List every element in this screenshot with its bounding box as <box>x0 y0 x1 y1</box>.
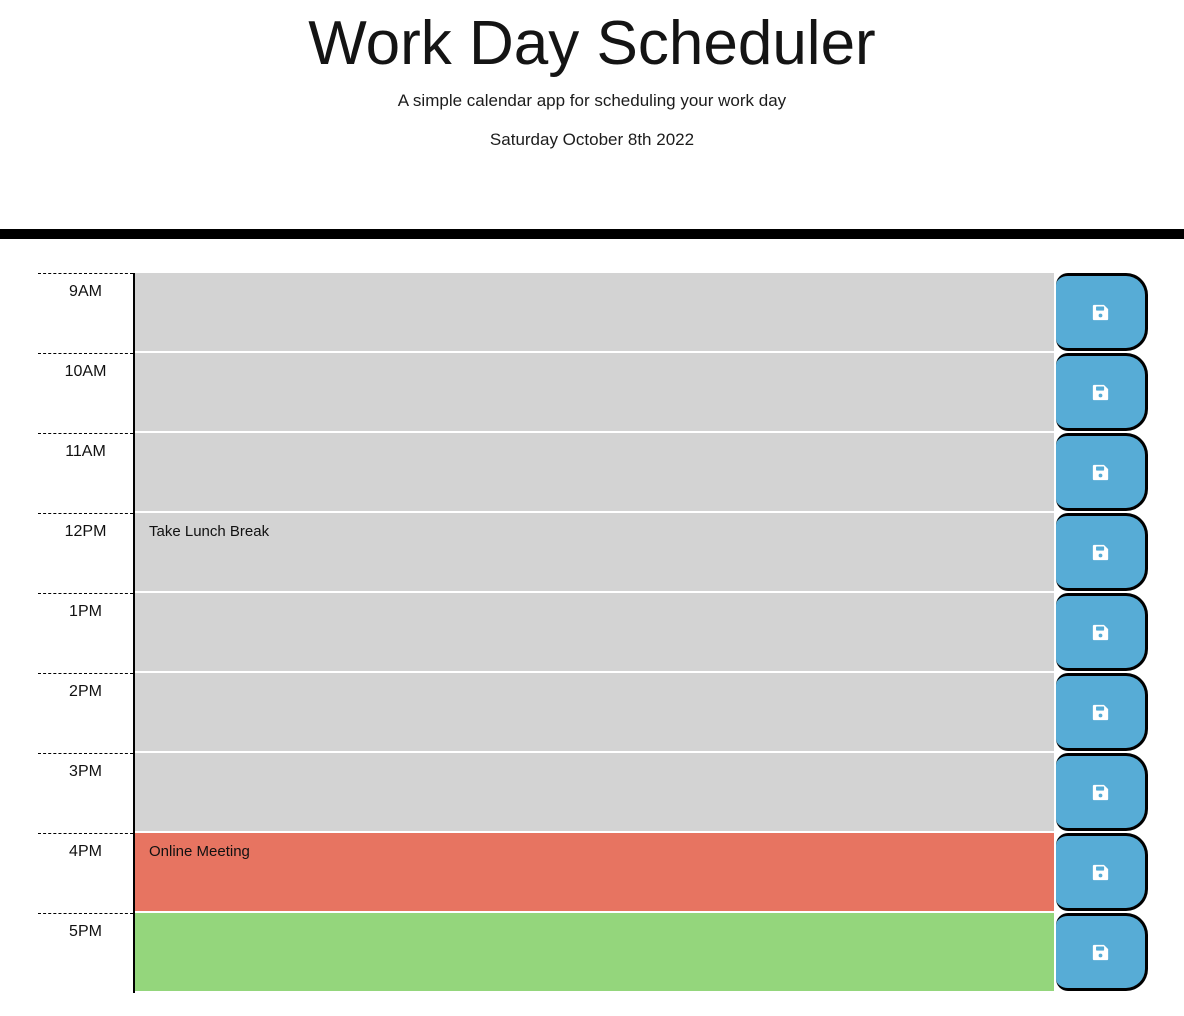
hour-label: 9AM <box>38 273 133 301</box>
header-divider <box>0 229 1184 239</box>
hour-label: 1PM <box>38 593 133 621</box>
floppy-disk-save-icon <box>1092 944 1109 961</box>
save-button[interactable] <box>1056 593 1148 671</box>
floppy-disk-save-icon <box>1092 464 1109 481</box>
schedule-container <box>0 273 1184 993</box>
hour-label: 2PM <box>38 673 133 701</box>
time-row <box>38 833 1148 913</box>
save-button[interactable] <box>1056 433 1148 511</box>
event-textarea[interactable] <box>135 673 1054 751</box>
floppy-disk-save-icon <box>1092 784 1109 801</box>
time-row <box>38 673 1148 753</box>
event-slot <box>133 753 1054 833</box>
event-textarea[interactable] <box>135 593 1054 671</box>
time-row <box>38 433 1148 513</box>
floppy-disk-save-icon <box>1092 624 1109 641</box>
hour-label: 4PM <box>38 833 133 861</box>
time-row <box>38 353 1148 433</box>
event-slot <box>133 433 1054 513</box>
hour-label: 3PM <box>38 753 133 781</box>
hour-label: 5PM <box>38 913 133 941</box>
event-slot <box>133 913 1054 993</box>
app-subtitle: A simple calendar app for scheduling your work day <box>397 91 787 111</box>
event-textarea[interactable] <box>135 353 1054 431</box>
save-button[interactable] <box>1056 513 1148 591</box>
time-row <box>38 273 1148 353</box>
floppy-disk-save-icon <box>1092 864 1109 881</box>
page-title: Work Day Scheduler <box>308 9 876 78</box>
save-button[interactable] <box>1056 753 1148 831</box>
save-button[interactable] <box>1056 913 1148 991</box>
save-button[interactable] <box>1056 673 1148 751</box>
save-button[interactable] <box>1056 833 1148 911</box>
floppy-disk-save-icon <box>1092 544 1109 561</box>
event-textarea[interactable] <box>135 753 1054 831</box>
floppy-disk-save-icon <box>1092 304 1109 321</box>
hour-label: 12PM <box>38 513 133 541</box>
current-date: Saturday October 8th 2022 <box>489 130 695 150</box>
save-button[interactable] <box>1056 353 1148 431</box>
event-slot <box>133 353 1054 433</box>
hour-label: 11AM <box>38 433 133 461</box>
time-row <box>38 593 1148 673</box>
event-slot <box>133 673 1054 753</box>
event-textarea[interactable] <box>135 273 1054 351</box>
work-day-scheduler-app <box>0 8 1184 993</box>
event-textarea[interactable] <box>135 833 1054 911</box>
event-slot <box>133 273 1054 353</box>
event-textarea[interactable] <box>135 433 1054 511</box>
event-slot <box>133 513 1054 593</box>
floppy-disk-save-icon <box>1092 704 1109 721</box>
event-slot <box>133 833 1054 913</box>
time-row <box>38 513 1148 593</box>
event-textarea[interactable] <box>135 913 1054 991</box>
hour-label: 10AM <box>38 353 133 381</box>
event-textarea[interactable] <box>135 513 1054 591</box>
floppy-disk-save-icon <box>1092 384 1109 401</box>
time-row <box>38 913 1148 993</box>
save-button[interactable] <box>1056 273 1148 351</box>
header <box>0 8 1184 150</box>
event-slot <box>133 593 1054 673</box>
time-row <box>38 753 1148 833</box>
